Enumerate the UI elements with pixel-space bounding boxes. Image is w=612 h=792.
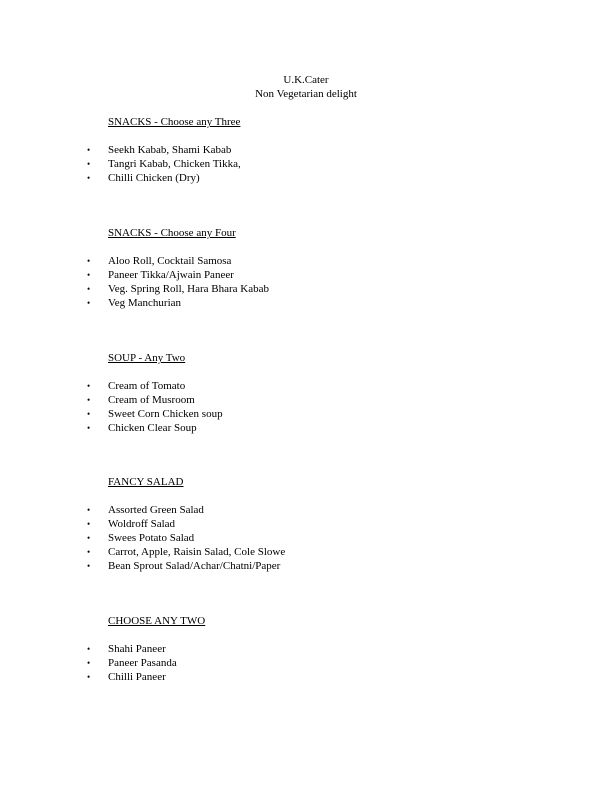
bullet-icon: • bbox=[87, 409, 91, 419]
section-heading: CHOOSE ANY TWO bbox=[108, 615, 206, 627]
item-text: Sweet Corn Chicken soup bbox=[108, 408, 223, 420]
section-snacks-four bbox=[87, 226, 588, 310]
list-item bbox=[87, 559, 588, 573]
bullet-icon: • bbox=[87, 159, 91, 169]
item-text: Chicken Clear Soup bbox=[108, 422, 197, 434]
item-text: Chilli Paneer bbox=[108, 671, 166, 683]
bullet-icon: • bbox=[87, 423, 91, 433]
list-item bbox=[87, 296, 588, 310]
item-text: Seekh Kabab, Shami Kabab bbox=[108, 144, 232, 156]
bullet-icon: • bbox=[87, 270, 91, 280]
document-header bbox=[0, 73, 612, 101]
bullet-icon: • bbox=[87, 145, 91, 155]
list-item bbox=[87, 531, 588, 545]
item-text: Cream of Musroom bbox=[108, 394, 195, 406]
list-item bbox=[87, 407, 588, 421]
section-heading: FANCY SALAD bbox=[108, 476, 184, 488]
list-item bbox=[87, 421, 588, 435]
list-item bbox=[87, 545, 588, 559]
company-name: U.K.Cater bbox=[283, 74, 329, 86]
bullet-icon: • bbox=[87, 658, 91, 668]
list-item bbox=[87, 642, 588, 656]
bullet-icon: • bbox=[87, 284, 91, 294]
bullet-icon: • bbox=[87, 644, 91, 654]
item-text: Aloo Roll, Cocktail Samosa bbox=[108, 255, 232, 267]
section-fancy-salad bbox=[87, 475, 588, 573]
item-list bbox=[87, 503, 588, 573]
bullet-icon: • bbox=[87, 173, 91, 183]
item-text: Shahi Paneer bbox=[108, 643, 166, 655]
list-item bbox=[87, 379, 588, 393]
item-list bbox=[87, 254, 588, 310]
item-list bbox=[87, 379, 588, 435]
list-item bbox=[87, 268, 588, 282]
item-text: Tangri Kabab, Chicken Tikka, bbox=[108, 158, 241, 170]
menu-subtitle: Non Vegetarian delight bbox=[255, 88, 357, 100]
list-item bbox=[87, 517, 588, 531]
list-item bbox=[87, 143, 588, 157]
item-text: Paneer Pasanda bbox=[108, 657, 177, 669]
item-text: Assorted Green Salad bbox=[108, 504, 204, 516]
item-text: Bean Sprout Salad/Achar/Chatni/Paper bbox=[108, 560, 281, 572]
section-heading: SNACKS - Choose any Four bbox=[108, 227, 236, 239]
bullet-icon: • bbox=[87, 381, 91, 391]
bullet-icon: • bbox=[87, 561, 91, 571]
list-item bbox=[87, 503, 588, 517]
item-list bbox=[87, 143, 588, 185]
list-item bbox=[87, 157, 588, 171]
list-item bbox=[87, 393, 588, 407]
bullet-icon: • bbox=[87, 298, 91, 308]
item-text: Woldroff Salad bbox=[108, 518, 176, 530]
list-item bbox=[87, 670, 588, 684]
list-item bbox=[87, 656, 588, 670]
item-text: Veg. Spring Roll, Hara Bhara Kabab bbox=[108, 283, 269, 295]
section-heading: SOUP - Any Two bbox=[108, 352, 186, 364]
bullet-icon: • bbox=[87, 505, 91, 515]
bullet-icon: • bbox=[87, 533, 91, 543]
section-choose-any-two bbox=[87, 614, 588, 684]
item-text: Veg Manchurian bbox=[108, 297, 182, 309]
section-soup bbox=[87, 351, 588, 435]
bullet-icon: • bbox=[87, 672, 91, 682]
bullet-icon: • bbox=[87, 547, 91, 557]
item-text: Paneer Tikka/Ajwain Paneer bbox=[108, 269, 234, 281]
list-item bbox=[87, 254, 588, 268]
bullet-icon: • bbox=[87, 519, 91, 529]
bullet-icon: • bbox=[87, 256, 91, 266]
section-snacks-three bbox=[87, 115, 588, 185]
bullet-icon: • bbox=[87, 395, 91, 405]
list-item bbox=[87, 171, 588, 185]
item-text: Cream of Tomato bbox=[108, 380, 186, 392]
list-item bbox=[87, 282, 588, 296]
section-heading: SNACKS - Choose any Three bbox=[108, 116, 241, 128]
item-text: Swees Potato Salad bbox=[108, 532, 195, 544]
item-text: Chilli Chicken (Dry) bbox=[108, 172, 200, 184]
item-list bbox=[87, 642, 588, 684]
item-text: Carrot, Apple, Raisin Salad, Cole Slowe bbox=[108, 546, 286, 558]
